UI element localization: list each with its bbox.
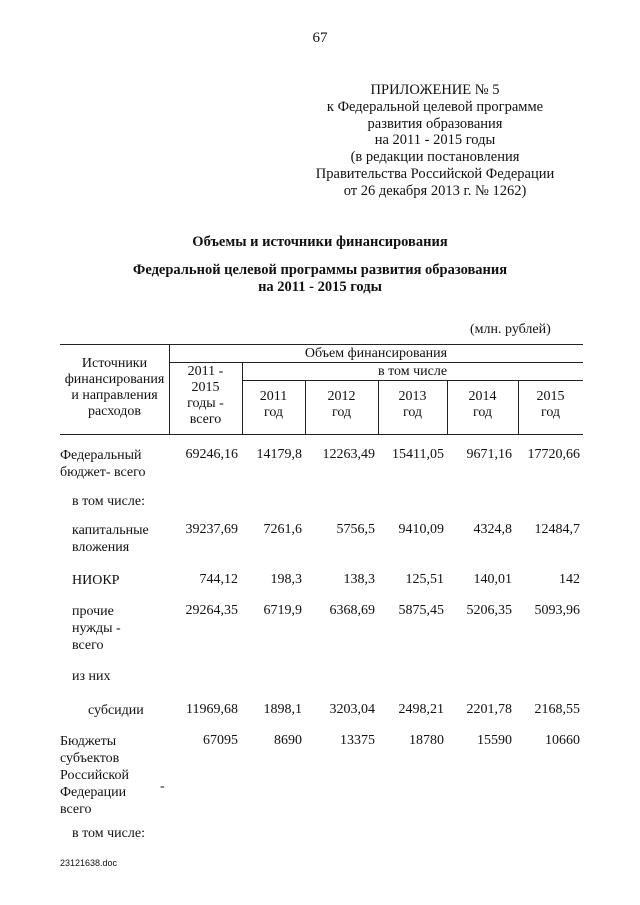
subtitle-line: Федеральной целевой программы развития образования bbox=[132, 262, 508, 278]
label-line: в том числе: bbox=[72, 494, 145, 509]
header-volume-rule bbox=[169, 362, 583, 363]
label-line: субсидии bbox=[88, 703, 144, 718]
header-text: финансирования bbox=[64, 372, 165, 387]
header-year-2012 bbox=[305, 389, 378, 421]
appendix-line: Правительства Российской Федерации bbox=[315, 165, 555, 182]
header-text: и направления bbox=[71, 388, 158, 403]
label-line: нужды - bbox=[72, 621, 121, 636]
cell-value: 125,51 bbox=[405, 572, 444, 587]
header-year-2015 bbox=[518, 389, 583, 421]
label-line: Федеральный bbox=[60, 448, 142, 463]
label-line: капитальные bbox=[72, 523, 149, 538]
cell-value: 9410,09 bbox=[398, 522, 444, 537]
cell-value: 12263,49 bbox=[322, 447, 375, 462]
cell-value: 140,01 bbox=[473, 572, 512, 587]
document-title: Объемы и источники финансирования bbox=[192, 234, 448, 250]
header-top-rule bbox=[60, 344, 583, 345]
cell-value: 13375 bbox=[340, 733, 375, 748]
label-line: из них bbox=[72, 669, 111, 684]
appendix-line: от 26 декабря 2013 г. № 1262) bbox=[343, 182, 527, 199]
cell-value: 15411,05 bbox=[392, 447, 444, 462]
header-sources bbox=[60, 356, 169, 420]
cell-value: 15590 bbox=[477, 733, 512, 748]
unit-label: (млн. рублей) bbox=[470, 322, 551, 337]
header-text: 2014 bbox=[468, 389, 497, 404]
row-label bbox=[72, 825, 145, 842]
header-total bbox=[169, 364, 242, 428]
subtitle-line: на 2011 - 2015 годы bbox=[258, 279, 382, 295]
label-line: бюджет- всего bbox=[60, 465, 146, 480]
cell-value: 5206,35 bbox=[466, 603, 512, 618]
cell-value: 2498,21 bbox=[398, 702, 444, 717]
header-text: Источники bbox=[81, 356, 148, 371]
row-label bbox=[60, 447, 146, 481]
header-year-2011 bbox=[242, 389, 305, 421]
header-text: расходов bbox=[87, 404, 142, 419]
cell-value: 142 bbox=[559, 572, 580, 587]
row-label bbox=[72, 668, 111, 685]
header-text: год bbox=[402, 405, 423, 420]
cell-value: 5875,45 bbox=[398, 603, 444, 618]
header-volume: Объем финансирования bbox=[304, 346, 448, 361]
cell-value: 14179,8 bbox=[256, 447, 302, 462]
header-text: год bbox=[263, 405, 284, 420]
header-text: 2012 bbox=[327, 389, 356, 404]
header-year-2013 bbox=[378, 389, 447, 421]
label-line: Бюджеты bbox=[60, 734, 117, 749]
label-line: прочие bbox=[72, 604, 114, 619]
header-text: всего bbox=[189, 412, 222, 427]
cell-value: 17720,66 bbox=[527, 447, 580, 462]
cell-value: 7261,6 bbox=[263, 522, 302, 537]
page-number: 67 bbox=[312, 30, 328, 46]
cell-value: 138,3 bbox=[343, 572, 375, 587]
row-label bbox=[72, 603, 121, 654]
cell-value: 18780 bbox=[409, 733, 444, 748]
header-including-rule bbox=[242, 380, 583, 381]
appendix-line: (в редакции постановления bbox=[350, 149, 520, 166]
cell-value: 2201,78 bbox=[466, 702, 512, 717]
label-line: всего bbox=[72, 638, 104, 653]
label-line: всего bbox=[60, 802, 92, 817]
cell-value: 69246,16 bbox=[185, 447, 238, 462]
header-text: 2013 bbox=[398, 389, 427, 404]
header-year-2014 bbox=[447, 389, 518, 421]
appendix-line: к Федеральной целевой программе bbox=[326, 98, 544, 115]
cell-value: 4324,8 bbox=[473, 522, 512, 537]
appendix-header bbox=[300, 82, 570, 200]
cell-value: 12484,7 bbox=[534, 522, 580, 537]
cell-value: 5093,96 bbox=[534, 603, 580, 618]
cell-value: 2168,55 bbox=[534, 702, 580, 717]
header-text: год bbox=[331, 405, 352, 420]
label-line: НИОКР bbox=[72, 573, 120, 588]
cell-value: 3203,04 bbox=[329, 702, 375, 717]
row-label bbox=[60, 733, 129, 818]
label-line: в том числе: bbox=[72, 826, 145, 841]
document-subtitle bbox=[0, 262, 640, 296]
row-label bbox=[72, 493, 145, 510]
stray-dash: - bbox=[160, 779, 165, 794]
cell-value: 11969,68 bbox=[186, 702, 238, 717]
row-label bbox=[72, 572, 119, 589]
cell-value: 8690 bbox=[274, 733, 302, 748]
cell-value: 29264,35 bbox=[185, 603, 238, 618]
header-including: в том числе bbox=[377, 364, 448, 379]
cell-value: 5756,5 bbox=[336, 522, 375, 537]
cell-value: 744,12 bbox=[199, 572, 238, 587]
row-label bbox=[72, 522, 149, 556]
appendix-line: на 2011 - 2015 годы bbox=[374, 132, 496, 149]
header-text: 2015 bbox=[536, 389, 565, 404]
label-line: Российской bbox=[60, 768, 129, 783]
appendix-line: развития образования bbox=[367, 115, 503, 132]
cell-value: 198,3 bbox=[270, 572, 302, 587]
header-text: год bbox=[540, 405, 561, 420]
cell-value: 1898,1 bbox=[263, 702, 302, 717]
header-bottom-rule bbox=[60, 434, 583, 435]
header-text: год bbox=[472, 405, 493, 420]
header-text: 2011 bbox=[259, 389, 288, 404]
label-line: вложения bbox=[72, 540, 130, 555]
appendix-line: ПРИЛОЖЕНИЕ № 5 bbox=[370, 82, 500, 98]
cell-value: 10660 bbox=[545, 733, 580, 748]
cell-value: 6368,69 bbox=[329, 603, 375, 618]
header-text: годы - bbox=[187, 396, 224, 411]
row-label bbox=[88, 702, 144, 719]
cell-value: 6719,9 bbox=[263, 603, 302, 618]
cell-value: 9671,16 bbox=[466, 447, 512, 462]
cell-value: 39237,69 bbox=[185, 522, 238, 537]
label-line: Федерации bbox=[60, 785, 127, 800]
header-text: 2011 - bbox=[187, 364, 224, 379]
file-reference: 23121638.doc bbox=[60, 858, 118, 868]
header-text: 2015 bbox=[191, 380, 220, 395]
label-line: субъектов bbox=[60, 751, 120, 766]
cell-value: 67095 bbox=[203, 733, 238, 748]
